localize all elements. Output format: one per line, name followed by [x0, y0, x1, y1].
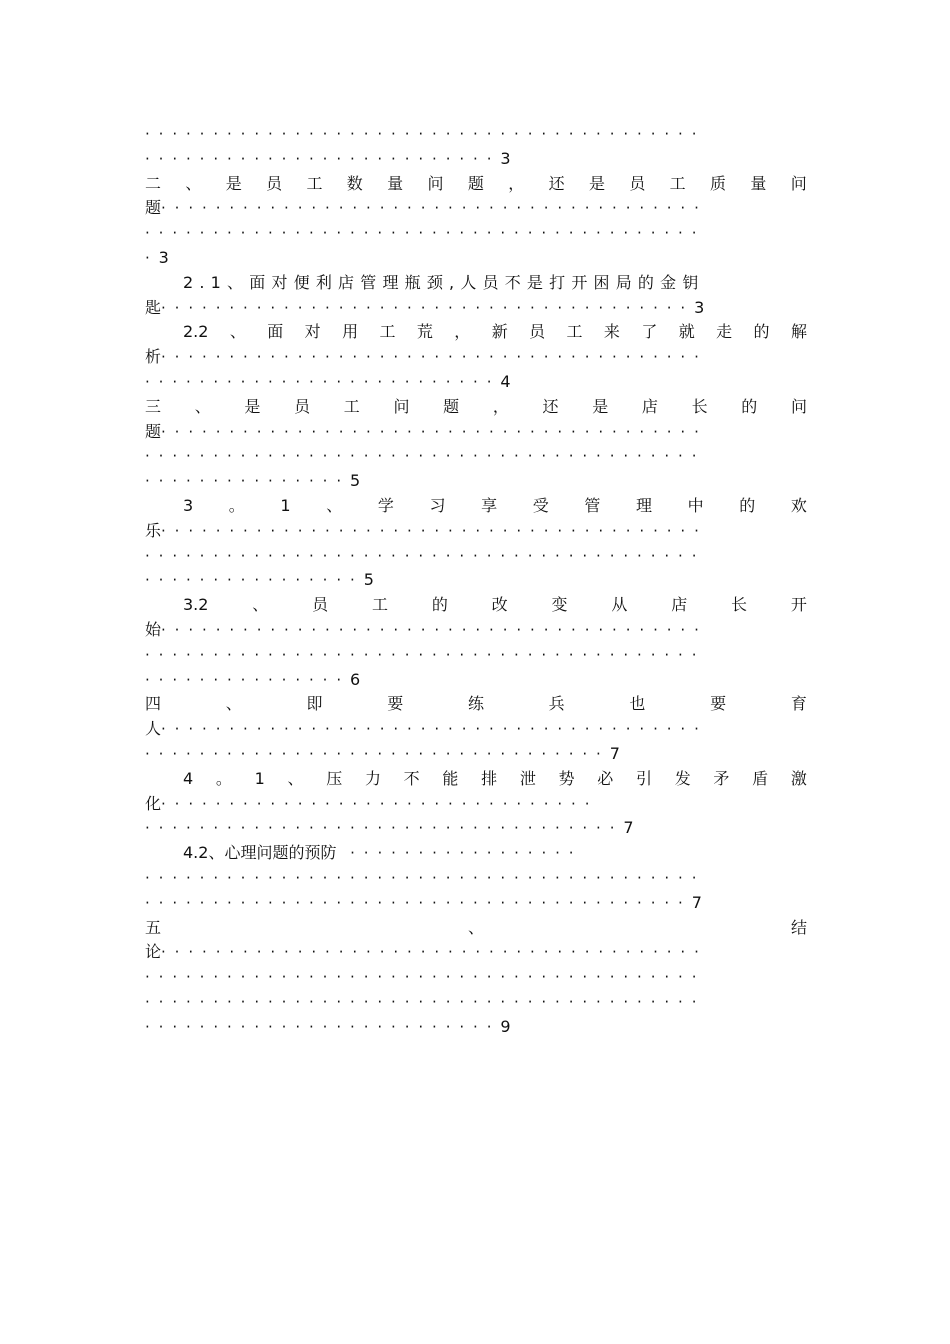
toc-entry-tail: ··························9	[145, 1016, 511, 1036]
toc-entry-subheading[interactable]: 4 。 1 、 压 力 不 能 排 泄 势 必 引 发 矛 盾 激	[183, 768, 807, 788]
toc-entry-heading[interactable]: 二 、 是 员 工 数 量 问 题 ， 还 是 员 工 质 量 问	[145, 173, 807, 193]
toc-leader-line: ·········································	[145, 546, 706, 565]
toc-entry-subheading[interactable]: 3 。 1 、 学 习 享 受 管 理 中 的 欢	[183, 495, 807, 515]
toc-entry-tail: ················5	[145, 570, 374, 590]
toc-leader-line: ·········································	[145, 125, 706, 143]
toc-entry-heading[interactable]: 三 、 是 员 工 问 题 ， 还 是 店 长 的 问	[145, 396, 807, 416]
toc-entry-tail: ········································7	[145, 892, 702, 912]
toc-entry-continuation: 人········································	[145, 719, 708, 739]
toc-entry-tail: ··························3	[145, 148, 511, 168]
toc-entry-continuation: 乐········································	[145, 520, 708, 540]
toc-entry-tail: ··························4	[145, 371, 511, 391]
toc-entry-continuation: 论········································	[145, 942, 708, 962]
toc-entry-subheading[interactable]: 4.2、心理问题的预防 ·················	[183, 843, 583, 863]
toc-entry-continuation: 始········································	[145, 619, 708, 639]
toc-entry-continuation: 题········································	[145, 421, 708, 441]
toc-leader-line: ·········································	[145, 645, 706, 664]
toc-entry-tail: ··································7	[145, 743, 620, 763]
toc-entry-heading[interactable]: 四 、 即 要 练 兵 也 要 育	[145, 694, 807, 714]
toc-entry-continuation: 析········································	[145, 347, 708, 367]
toc-entry-subheading[interactable]: 2.1、面对便利店管理瓶颈,人员不是打开困局的金钥	[183, 272, 705, 292]
toc-entry-tail: ···································7	[145, 818, 634, 838]
toc-entry-tail: ···············6	[145, 669, 361, 689]
toc-leader-line: ·········································	[145, 968, 706, 987]
toc-leader-line: ·········································	[145, 868, 706, 887]
toc-entry-tail: ···············5	[145, 471, 361, 491]
table-of-contents	[145, 122, 807, 1039]
toc-entry-subheading[interactable]: 3.2 、 员 工 的 改 变 从 店 长 开	[183, 595, 807, 615]
toc-entry-subheading[interactable]: 2.2 、 面 对 用 工 荒 ， 新 员 工 来 了 就 走 的 解	[183, 322, 807, 342]
toc-leader-line: ·········································	[145, 992, 706, 1011]
toc-entry-continuation: 题········································	[145, 198, 708, 218]
toc-entry-heading[interactable]: 五 、 结	[145, 917, 807, 937]
toc-entry-continuation: 化································	[145, 793, 599, 813]
toc-leader-line: ·········································	[145, 224, 706, 243]
toc-leader-line: ·········································	[145, 447, 706, 466]
toc-entry-tail: ·3	[145, 247, 169, 267]
toc-entry-continuation: 匙·······································3	[145, 297, 705, 317]
